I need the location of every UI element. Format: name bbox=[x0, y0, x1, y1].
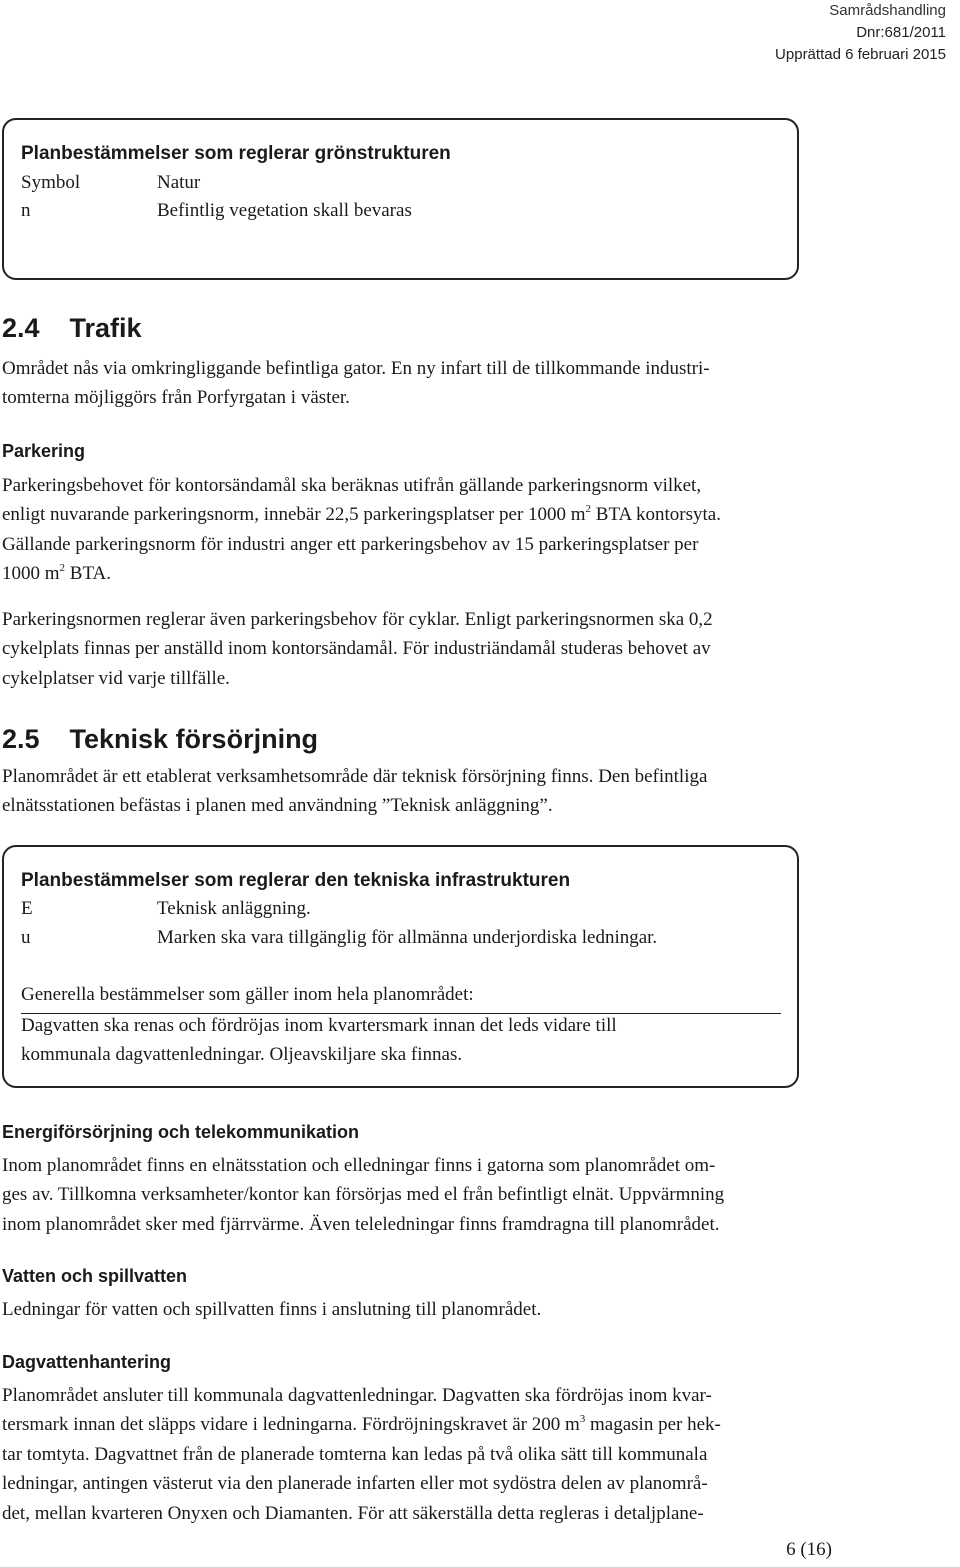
box2-text: Teknisk anläggning. bbox=[157, 898, 311, 919]
paragraph-line: det, mellan kvarteren Onyxen och Diamanten. För att säkerställa detta regleras i detaljplane- bbox=[2, 1502, 704, 1524]
paragraph-line: tersmark innan det släpps vidare i ledningarna. Fördröjningskravet är 200 $m^3$ magasin per hek- bbox=[2, 1413, 721, 1436]
paragraph-line: Planområdet ansluter till kommunala dagvattenledningar. Dagvatten ska fördröjas inom kvar- bbox=[2, 1385, 712, 1406]
box2-text: Marken ska vara tillgänglig för allmänna underjordiska ledningar. bbox=[157, 927, 658, 948]
paragraph-line: enligt nuvarande parkeringsnorm, innebär 22,5 parkeringsplatser per 1000 $m^2$ BTA kontorsyta. bbox=[2, 503, 721, 526]
paragraph-line: Ledningar för vatten och spillvatten finns i anslutning till planområdet. bbox=[2, 1299, 542, 1320]
paragraph-line: Parkeringsnormen reglerar även parkeringsbehov för cyklar. Enligt parkeringsnormen ska 0,2 bbox=[2, 609, 713, 630]
dagvatten-paragraph bbox=[2, 1381, 858, 1528]
paragraph-line: cykelplats finnas per anställd inom kontorsändamål. För industriändamål studeras behovet av bbox=[2, 638, 711, 660]
parkering-paragraph-2 bbox=[2, 605, 858, 693]
teknisk-paragraph bbox=[2, 762, 858, 821]
box1-text: Natur bbox=[157, 172, 201, 193]
parkering-paragraph-1 bbox=[2, 471, 858, 589]
energi-paragraph bbox=[2, 1151, 858, 1239]
paragraph-line: tomterna möjliggörs från Porfyrgatan i väster. bbox=[2, 387, 350, 409]
paragraph-line: ledningar, antingen västerut via den planerade infarten eller mot sydöstra delen av planområ- bbox=[2, 1473, 708, 1495]
paragraph-line: elnätsstationen befästas i planen med användning ”Teknisk anläggning”. bbox=[2, 795, 553, 817]
paragraph-line: Parkeringsbehovet för kontorsändamål ska beräknas utifrån gällande parkeringsnorm vilket, bbox=[2, 475, 702, 496]
paragraph-line: ges av. Tillkomna verksamheter/kontor kan försörjas med el från befintligt elnät. Uppvärmning bbox=[2, 1184, 725, 1206]
box2-divider bbox=[21, 1013, 781, 1014]
section-number: 2.4 bbox=[2, 313, 40, 343]
section-heading-teknisk-forsorjning bbox=[2, 724, 318, 755]
box1-symbol: n bbox=[21, 200, 31, 221]
box2-general-heading: Generella bestämmelser som gäller inom hela planområdet: bbox=[21, 984, 474, 1005]
subheading-energi: Energiförsörjning och telekommunikation bbox=[2, 1122, 360, 1142]
document-header bbox=[775, 0, 946, 66]
box2-title: Planbestämmelser som reglerar den tekniska infrastrukturen bbox=[21, 870, 571, 891]
subheading-vatten: Vatten och spillvatten bbox=[2, 1266, 188, 1286]
section-title: Trafik bbox=[69, 313, 142, 343]
box1-text: Befintlig vegetation skall bevaras bbox=[157, 200, 412, 221]
box2-general-line: Dagvatten ska renas och fördröjas inom kvartersmark innan det leds vidare till bbox=[21, 1015, 617, 1036]
section-title: Teknisk försörjning bbox=[69, 724, 319, 754]
box1-symbol: Symbol bbox=[21, 172, 81, 193]
paragraph-line: Inom planområdet finns en elnätsstation och elledningar finns i gatorna som planområdet om- bbox=[2, 1155, 716, 1176]
header-date: Upprättad 6 februari 2015 bbox=[775, 46, 946, 63]
section-heading-trafik bbox=[2, 313, 142, 344]
box2-symbol: E bbox=[21, 898, 33, 919]
subheading-dagvatten: Dagvattenhantering bbox=[2, 1352, 172, 1372]
header-status: Samrådshandling bbox=[829, 2, 946, 19]
paragraph-line: cykelplatser vid varje tillfälle. bbox=[2, 667, 230, 689]
page-number: 6 (16) bbox=[786, 1539, 832, 1560]
box1-title: Planbestämmelser som reglerar grönstrukturen bbox=[21, 143, 451, 164]
paragraph-line: Gällande parkeringsnorm för industri anger ett parkeringsbehov av 15 parkeringsplatser per bbox=[2, 533, 699, 555]
paragraph-line: inom planområdet sker med fjärrvärme. Även teleledningar finns framdragna till planområdet. bbox=[2, 1213, 720, 1235]
header-dnr: Dnr:681/2011 bbox=[856, 24, 946, 41]
paragraph-line: tar tomtyta. Dagvattnet från de planerade tomterna kan ledas på två olika sätt till kommunala bbox=[2, 1443, 708, 1465]
vatten-paragraph bbox=[2, 1295, 858, 1324]
section-number: 2.5 bbox=[2, 724, 40, 754]
trafik-paragraph bbox=[2, 354, 858, 413]
paragraph-line: 1000 $m^2$ BTA. bbox=[2, 562, 112, 585]
paragraph-line: Planområdet är ett etablerat verksamhetsområde där teknisk försörjning finns. Den befintliga bbox=[2, 766, 708, 787]
subheading-parkering: Parkering bbox=[2, 441, 86, 461]
box2-symbol: u bbox=[21, 927, 31, 948]
box2-general-line: kommunala dagvattenledningar. Oljeavskiljare ska finnas. bbox=[21, 1044, 463, 1065]
paragraph-line: Området nås via omkringliggande befintliga gator. En ny infart till de tillkommande industri- bbox=[2, 358, 710, 379]
